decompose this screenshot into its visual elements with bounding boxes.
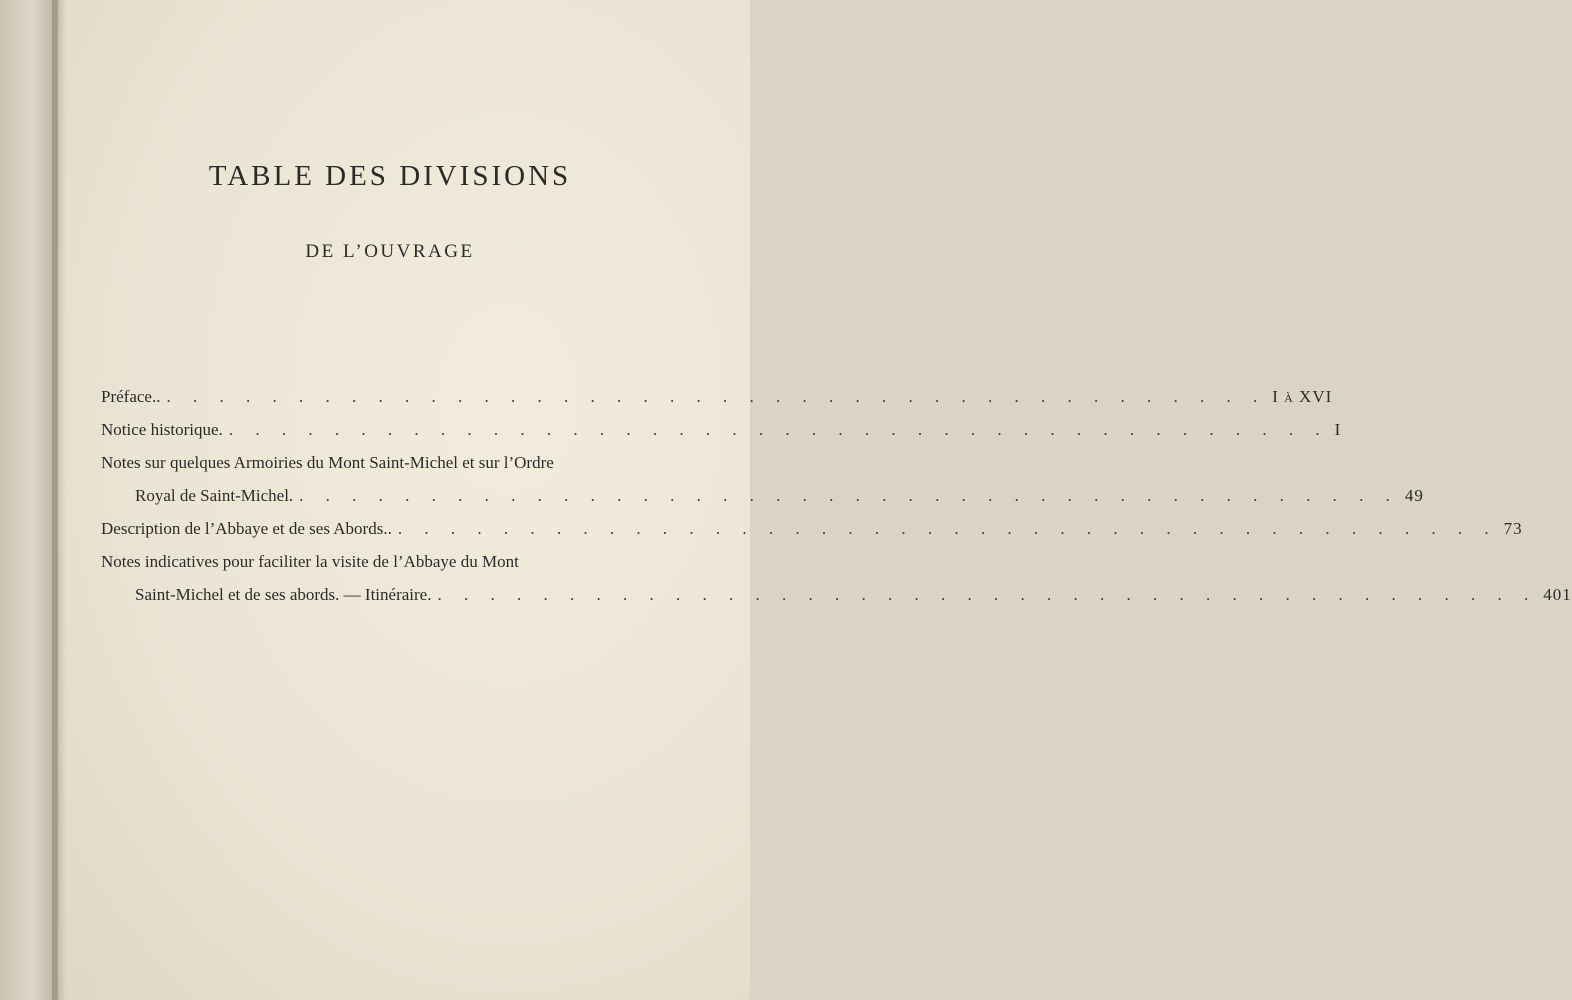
toc-entry-armoiries-line-2: [101, 479, 1424, 512]
toc-page-number: I: [1334, 420, 1342, 439]
toc-entry-label: Description de l’Abbaye et de ses Abords..: [101, 519, 392, 538]
toc-entry-armoiries-line-1: [101, 446, 666, 479]
page-subtitle: DE L’OUVRAGE: [305, 241, 475, 262]
toc-page-number: 49: [1404, 486, 1424, 505]
toc-page-number: 73: [1503, 519, 1523, 538]
toc-entry-notes-indicatives-line-1: [101, 545, 666, 578]
show-through-text: [258, 190, 638, 390]
toc-entry-label: Notice historique.: [101, 420, 223, 439]
dot-leader: . . . . . . . . . . . . . . . . . . . . . . . . . . . . . . . . . . . . . . . . . .: [228, 420, 1329, 439]
table-of-contents: [101, 380, 1572, 611]
dot-leader: . . . . . . . . . . . . . . . . . . . . . . . . . . . . . . . . . . . . . . . . . .: [397, 519, 1498, 538]
toc-entry-label: Saint-Michel et de ses abords. — Itinéraire.: [135, 585, 432, 604]
toc-entry-preface: [101, 380, 1333, 413]
toc-entry-description-abbaye: [101, 512, 1523, 545]
toc-entry-notice-historique: [101, 413, 1342, 446]
toc-entry-label: Préface..: [101, 387, 161, 406]
dot-leader: . . . . . . . . . . . . . . . . . . . . . . . . . . . . . . . . . . . . . . . . . .: [166, 387, 1267, 406]
toc-entry-label: Notes indicatives pour faciliter la visite de l’Abbaye du Mont: [101, 552, 519, 571]
toc-entry-label: Notes sur quelques Armoiries du Mont Saint-Michel et sur l’Ordre: [101, 453, 554, 472]
toc-page-number: I à XVI: [1272, 387, 1333, 406]
dot-leader: . . . . . . . . . . . . . . . . . . . . . . . . . . . . . . . . . . . . . . . . . .: [437, 585, 1538, 604]
left-page-edge: [0, 0, 58, 1000]
toc-page-number: 401: [1543, 585, 1572, 604]
toc-entry-notes-indicatives-line-2: [101, 578, 1572, 611]
toc-entry-label: Royal de Saint-Michel.: [135, 486, 294, 505]
dot-leader: . . . . . . . . . . . . . . . . . . . . . . . . . . . . . . . . . . . . . . . . . .: [299, 486, 1399, 505]
page-title: TABLE DES DIVISIONS: [208, 160, 572, 192]
book-gutter: [52, 0, 66, 1000]
